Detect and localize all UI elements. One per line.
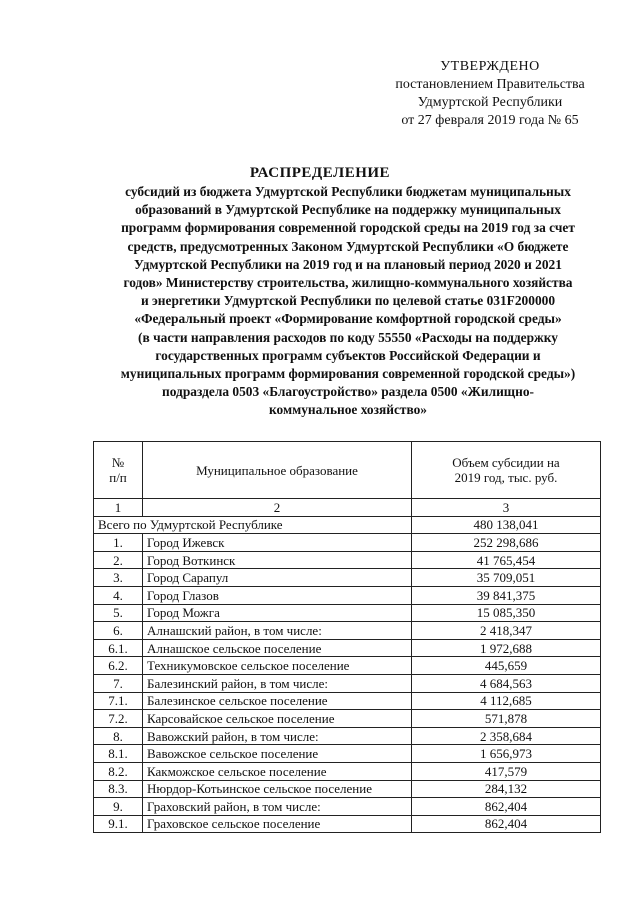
row-number: 7.1. (94, 692, 143, 710)
row-amount: 862,404 (412, 815, 601, 833)
row-municipality: Балезинский район, в том числе: (143, 674, 412, 692)
row-amount: 2 358,684 (412, 727, 601, 745)
row-amount: 252 298,686 (412, 534, 601, 552)
table-row (94, 692, 601, 710)
header-number (94, 442, 143, 499)
table-row (94, 727, 601, 745)
row-municipality: Город Можга (143, 604, 412, 622)
row-number: 6.1. (94, 639, 143, 657)
row-amount: 35 709,051 (412, 569, 601, 587)
row-number: 5. (94, 604, 143, 622)
subtitle-line: образований в Удмуртской Республике на поддержку муниципальных (135, 202, 561, 218)
subtitle-line: субсидий из бюджета Удмуртской Республики бюджетам муниципальных (125, 184, 571, 199)
subtitle-line: (в части направления расходов по коду 55550 «Расходы на поддержку (138, 329, 558, 345)
row-amount: 571,878 (412, 710, 601, 728)
row-number: 6.2. (94, 657, 143, 675)
row-municipality: Вавожское сельское поселение (143, 745, 412, 763)
row-amount: 2 418,347 (412, 622, 601, 640)
subtitle-line: государственных программ субъектов Российской Федерации и (155, 347, 541, 363)
approval-line: постановлением Правительства (395, 77, 585, 92)
header-municipality: Муниципальное образование (143, 442, 412, 499)
column-number-row (94, 499, 601, 517)
approval-block (370, 58, 610, 130)
row-municipality: Алнашское сельское поселение (143, 639, 412, 657)
row-municipality: Город Ижевск (143, 534, 412, 552)
column-number: 1 (94, 499, 143, 517)
total-label: Всего по Удмуртской Республике (94, 516, 412, 534)
subtitle-line: муниципальных программ формирования современной городской среды») (120, 366, 576, 382)
row-municipality: Граховский район, в том числе: (143, 798, 412, 816)
row-number: 2. (94, 551, 143, 569)
row-number: 1. (94, 534, 143, 552)
row-municipality: Вавожский район, в том числе: (143, 727, 412, 745)
row-municipality: Балезинское сельское поселение (143, 692, 412, 710)
row-municipality: Город Глазов (143, 586, 412, 604)
subtitle-line: средств, предусмотренных Законом Удмуртской Республики «О бюджете (127, 238, 569, 254)
row-amount: 4 684,563 (412, 674, 601, 692)
table-row (94, 762, 601, 780)
row-number: 8.1. (94, 745, 143, 763)
subsidy-distribution-table (93, 441, 601, 833)
header-number-line: № (111, 455, 125, 470)
header-amount-line: 2019 год, тыс. руб. (454, 470, 558, 485)
subtitle-line: «Федеральный проект «Формирование комфортной городской среды» (134, 311, 562, 327)
table-row (94, 815, 601, 833)
table-row (94, 745, 601, 763)
table-row (94, 780, 601, 798)
row-municipality: Нюрдор-Котьинское сельское поселение (143, 780, 412, 798)
subtitle-line: и энергетики Удмуртской Республики по целевой статье 031F200000 (140, 293, 556, 309)
table-row (94, 657, 601, 675)
row-number: 8.2. (94, 762, 143, 780)
row-municipality: Карсовайское сельское поселение (143, 710, 412, 728)
subtitle-line: подраздела 0503 «Благоустройство» раздела 0500 «Жилищно- (162, 384, 534, 400)
row-municipality: Техникумовское сельское поселение (143, 657, 412, 675)
row-number: 9.1. (94, 815, 143, 833)
table-row (94, 639, 601, 657)
row-amount: 445,659 (412, 657, 601, 675)
header-amount (412, 442, 601, 499)
row-number: 8.3. (94, 780, 143, 798)
row-amount: 39 841,375 (412, 586, 601, 604)
header-number-line: п/п (109, 470, 127, 485)
document-subtitle (78, 183, 618, 420)
subtitle-line: программ формирования современной городской среды на 2019 год за счет (121, 220, 575, 236)
approval-line: Удмуртской Республики (417, 95, 563, 110)
table-row (94, 674, 601, 692)
row-amount: 417,579 (412, 762, 601, 780)
row-number: 7. (94, 674, 143, 692)
total-amount: 480 138,041 (412, 516, 601, 534)
approval-heading: УТВЕРЖДЕНО (440, 59, 540, 74)
row-number: 3. (94, 569, 143, 587)
document-title: РАСПРЕДЕЛЕНИЕ (249, 165, 391, 181)
table-row (94, 569, 601, 587)
column-number: 3 (412, 499, 601, 517)
table-row (94, 622, 601, 640)
table-body (94, 499, 601, 833)
row-number: 4. (94, 586, 143, 604)
row-number: 6. (94, 622, 143, 640)
row-number: 8. (94, 727, 143, 745)
row-amount: 1 656,973 (412, 745, 601, 763)
row-amount: 862,404 (412, 798, 601, 816)
row-municipality: Алнашский район, в том числе: (143, 622, 412, 640)
row-amount: 1 972,688 (412, 639, 601, 657)
total-row (94, 516, 601, 534)
row-amount: 4 112,685 (412, 692, 601, 710)
row-number: 7.2. (94, 710, 143, 728)
row-number: 9. (94, 798, 143, 816)
table-row (94, 798, 601, 816)
table-row (94, 534, 601, 552)
row-municipality: Какможское сельское поселение (143, 762, 412, 780)
row-amount: 15 085,350 (412, 604, 601, 622)
row-municipality: Город Сарапул (143, 569, 412, 587)
header-amount-line: Объем субсидии на (452, 455, 560, 470)
row-amount: 284,132 (412, 780, 601, 798)
column-number: 2 (143, 499, 412, 517)
table-row (94, 710, 601, 728)
row-amount: 41 765,454 (412, 551, 601, 569)
table-row (94, 551, 601, 569)
row-municipality: Граховское сельское поселение (143, 815, 412, 833)
subtitle-line: годов» Министерству строительства, жилищно-коммунального хозяйства (123, 275, 573, 291)
subtitle-line: Удмуртской Республики на 2019 год и на плановый период 2020 и 2021 (134, 256, 562, 272)
row-municipality: Город Воткинск (143, 551, 412, 569)
table-header-row (94, 442, 601, 499)
table-row (94, 586, 601, 604)
table-row (94, 604, 601, 622)
subtitle-line: коммунальное хозяйство» (268, 402, 427, 418)
approval-date: от 27 февраля 2019 года № 65 (401, 113, 579, 128)
